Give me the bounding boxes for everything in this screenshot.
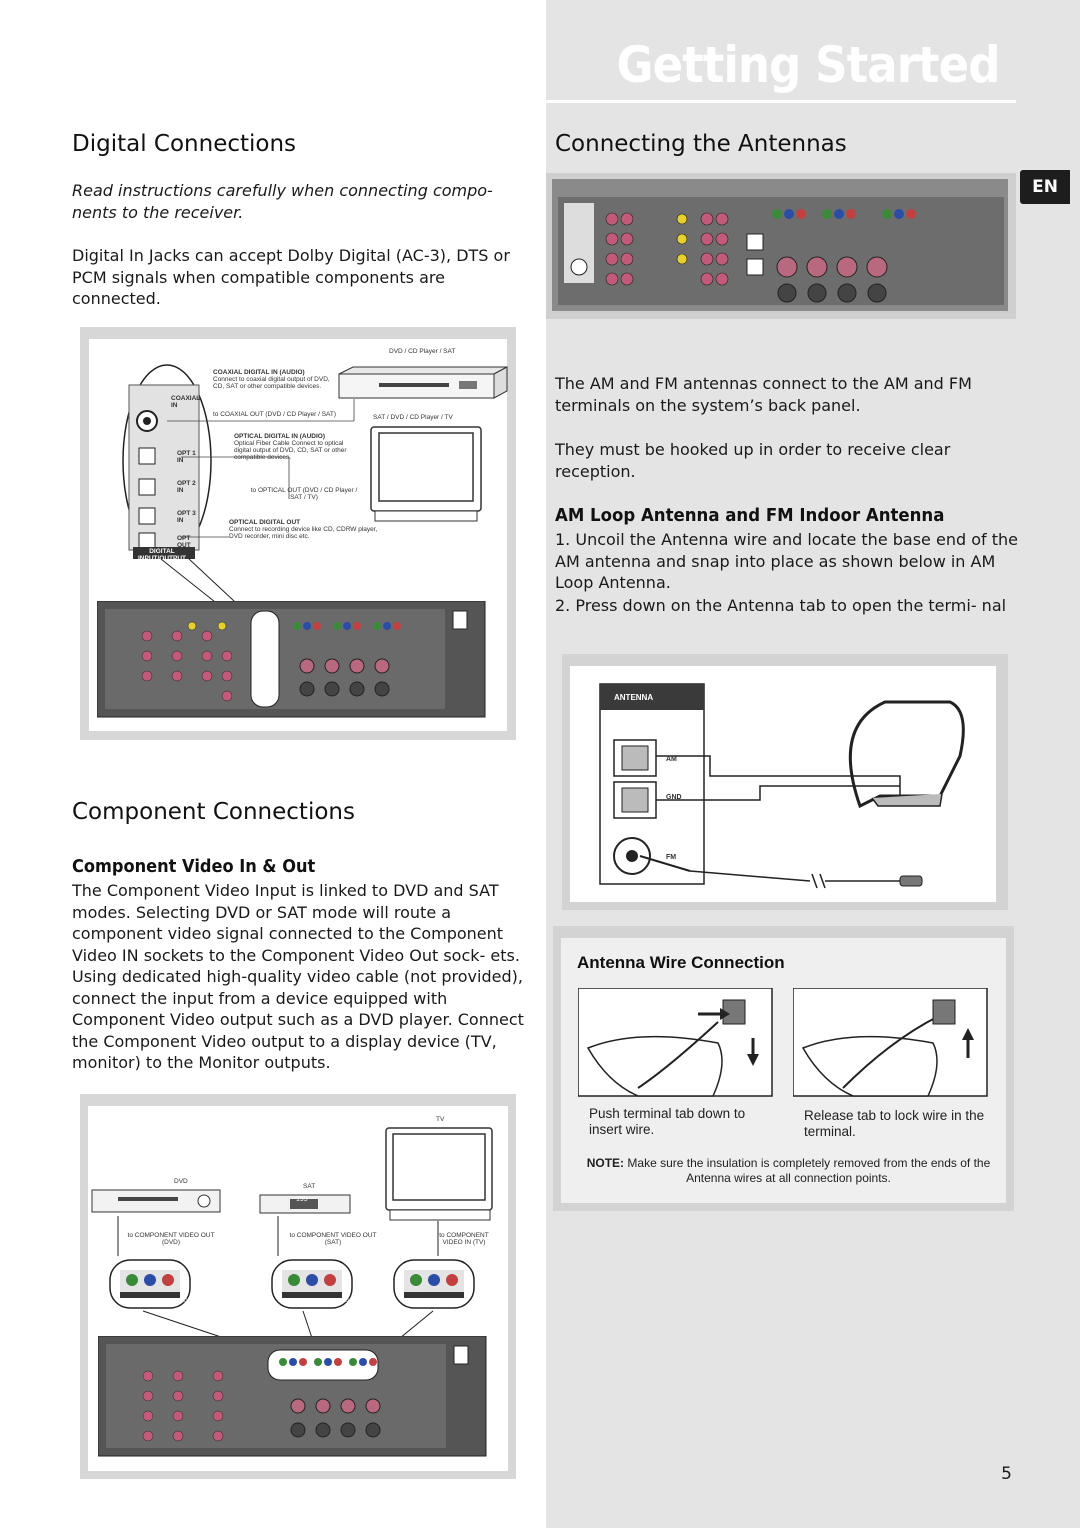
- note-text: Make sure the insulation is completely removed from the ends of the Antenna wires at all connection points.: [627, 1156, 991, 1185]
- optout-title: OPTICAL DIGITAL OUT: [229, 519, 301, 526]
- component-sat-label: SAT: [303, 1183, 316, 1190]
- receiver-back-panel-digital: [97, 601, 487, 721]
- antenna-wire-inner: [561, 938, 1006, 1203]
- antenna-step-1: 1. Uncoil the Antenna wire and locate the base end of the AM antenna and snap into place as shown below in AM Loop Antenna.: [555, 530, 1018, 592]
- jack-monitor-label: MONITOR OUT: [426, 1292, 462, 1298]
- dvd-player-label: DVD / CD Player / SAT: [389, 348, 456, 355]
- component-tv-label: TV: [436, 1116, 445, 1123]
- to-tv-label: to COMPONENT VIDEO IN (TV): [439, 1232, 489, 1246]
- jack-coaxial-label: COAXIAL IN: [171, 395, 201, 409]
- am-fm-antenna-subheading: AM Loop Antenna and FM Indoor Antenna: [555, 505, 945, 526]
- antenna-note: [581, 1156, 996, 1186]
- antenna-panel-label: ANTENNA: [614, 693, 654, 702]
- opt-desc: Optical Fiber Cable Connect to optical digital output of DVD, CD, SAT or other compatible devices.: [234, 440, 347, 461]
- receiver-back-panel-component: [98, 1336, 488, 1461]
- jack-opt3-label: OPT 3 IN: [177, 510, 196, 524]
- opt-to-label: to OPTICAL OUT (DVD / CD Player / SAT / TV): [250, 487, 358, 501]
- component-connections-heading: Component Connections: [72, 799, 355, 825]
- antenna-wire-heading: Antenna Wire Connection: [577, 953, 785, 972]
- antenna-back-panel-frame: [546, 173, 1016, 319]
- component-diagram-panel: [80, 1094, 516, 1479]
- header-rule: [546, 100, 1016, 103]
- language-tab[interactable]: EN: [1020, 170, 1070, 204]
- component-body: The Component Video Input is linked to DVD and SAT modes. Selecting DVD or SAT mode will route a component video signal connected to the Component Video IN sockets to the Component Video Out sock- ets. Using dedicated high-quality video cable (not provided), connect the input from a device equipped with Component Video output such as a DVD player. Connect the Component Video output to a display device (TV, monitor) to the Monitor outputs.: [72, 881, 524, 1072]
- fm-terminal-label: FM: [666, 854, 677, 861]
- jack-sat-label: SAT COMPONENT VIDEO IN: [288, 1298, 356, 1304]
- digital-body: Digital In Jacks can accept Dolby Digital (AC-3), DTS or PCM signals when compatible components are connected.: [72, 246, 510, 308]
- to-dvd-label: to COMPONENT VIDEO OUT (DVD): [127, 1232, 215, 1246]
- jack-opt2-label: OPT 2 IN: [177, 480, 196, 494]
- component-video-subheading: Component Video In & Out: [72, 856, 316, 877]
- coax-title: COAXIAL DIGITAL IN (AUDIO): [213, 369, 305, 376]
- antenna-wire-panel: [553, 926, 1014, 1211]
- antennas-body-1: The AM and FM antennas connect to the AM and FM terminals on the system’s back panel.: [555, 374, 972, 415]
- digital-diagram-panel: [80, 327, 516, 740]
- antenna-diagram: [570, 666, 996, 902]
- jack-dvd-label: DVD COMPONENT VIDEO IN: [126, 1298, 194, 1304]
- digital-connections-heading: Digital Connections: [72, 131, 297, 157]
- antennas-body-2: They must be hooked up in order to receive clear reception.: [555, 440, 951, 481]
- coax-desc: Connect to coaxial digital output of DVD, CD, SAT or other compatible devices.: [213, 376, 330, 390]
- release-tab-caption: Release tab to lock wire in the terminal.: [804, 1108, 985, 1139]
- sat-display: 199: [296, 1196, 308, 1203]
- gnd-terminal-label: GND: [666, 794, 682, 801]
- jack-optout-label: OPT OUT: [177, 535, 191, 549]
- back-panel-illustration: [552, 179, 1010, 313]
- tv-label: SAT / DVD / CD Player / TV: [373, 414, 453, 421]
- optout-desc: Connect to recording device like CD, CDRW player, DVD recorder, mini disc etc.: [229, 526, 378, 540]
- antenna-diagram-panel: [562, 654, 1008, 910]
- page-title: Getting Started: [616, 36, 1000, 94]
- component-diagram: [88, 1106, 508, 1471]
- note-label: NOTE:: [586, 1156, 625, 1170]
- release-tab-illustration: [793, 988, 989, 1098]
- digital-io-label: DIGITAL INPUT/OUTPUT: [137, 548, 187, 562]
- digital-instruction: Read instructions carefully when connecting compo- nents to the receiver.: [72, 181, 493, 222]
- to-sat-label: to COMPONENT VIDEO OUT (SAT): [289, 1232, 377, 1246]
- page-number: 5: [1001, 1464, 1012, 1484]
- component-dvd-label: DVD: [174, 1178, 188, 1185]
- opt-title: OPTICAL DIGITAL IN (AUDIO): [234, 433, 325, 440]
- push-tab-caption: Push terminal tab down to insert wire.: [589, 1106, 746, 1137]
- coax-to-label: to COAXIAL OUT (DVD / CD Player / SAT): [213, 411, 337, 418]
- connecting-antennas-heading: Connecting the Antennas: [555, 131, 847, 157]
- jack-opt1-label: OPT 1 IN: [177, 450, 196, 464]
- digital-diagram: [89, 339, 507, 731]
- am-terminal-label: AM: [666, 756, 677, 763]
- antenna-step-2: 2. Press down on the Antenna tab to open the termi- nal: [555, 596, 1007, 615]
- push-tab-illustration: [578, 988, 774, 1098]
